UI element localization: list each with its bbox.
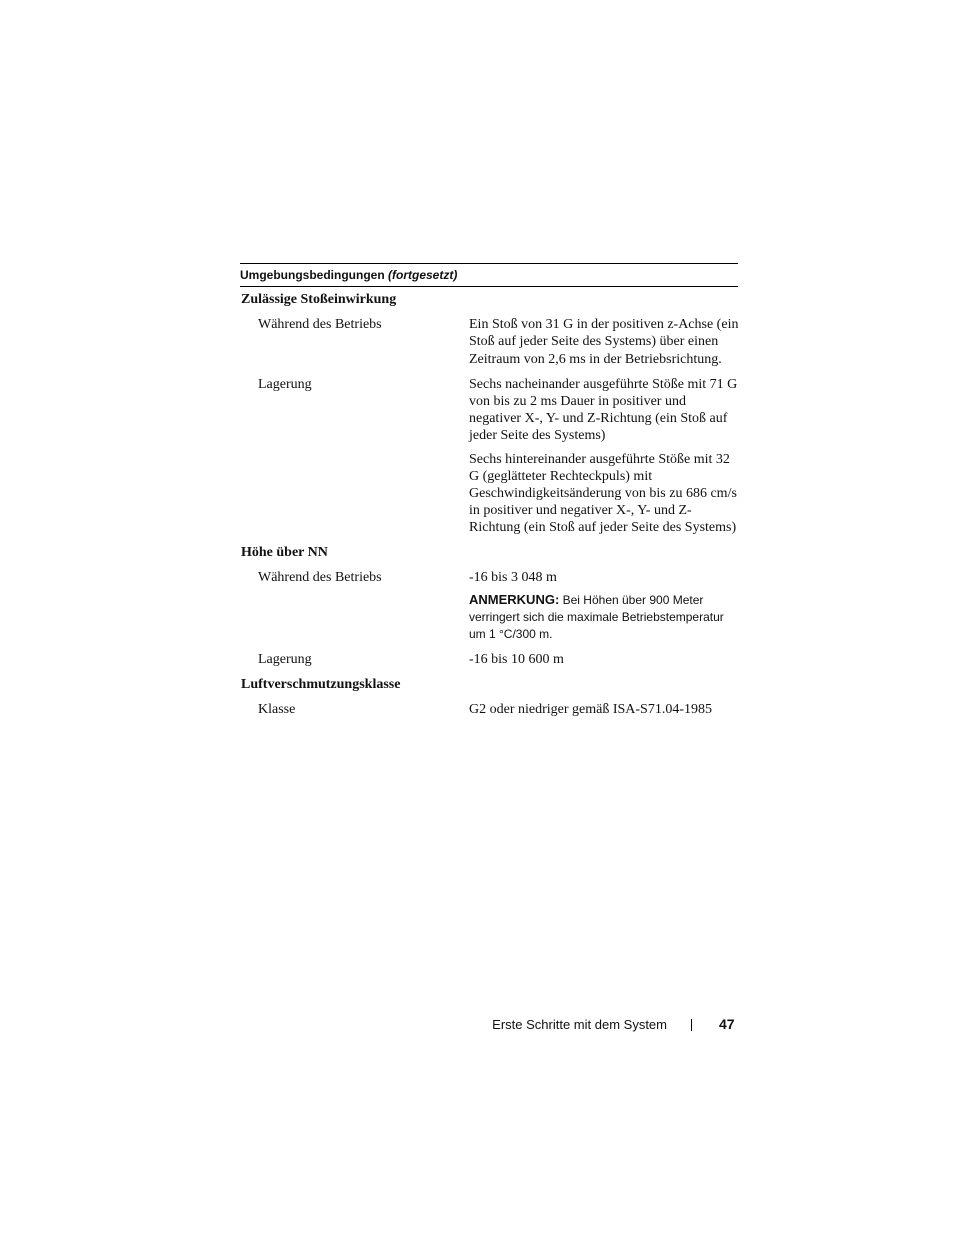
footer-title: Erste Schritte mit dem System <box>492 1017 667 1032</box>
value-paragraph: G2 oder niedriger gemäß ISA-S71.04-1985 <box>469 702 713 718</box>
table-header-continued: (fortgesetzt) <box>388 268 458 282</box>
note-label: ANMERKUNG: <box>469 592 560 608</box>
row-value <box>469 651 739 668</box>
value-paragraph: -16 bis 3 048 m <box>469 569 557 585</box>
environment-table <box>240 263 738 719</box>
value-paragraph: Sechs nacheinander ausgeführte Stöße mit 71 G von bis zu 2 ms Dauer in positiver und negativer X-, Y- und Z-Richtung (ein Stoß auf jeder Seite des Systems) <box>469 376 738 444</box>
footer-separator <box>691 1019 692 1031</box>
value-paragraph: Sechs hintereinander ausgeführte Stöße mit 32 G (geglätteter Rechteckpuls) mit Geschwindigkeitsänderung von bis zu 686 cm/s in positiver und negativer X-, Y- und Z-Richtung (ein Stoß auf jeder Seite des Systems) <box>469 451 737 536</box>
row-value <box>469 316 739 368</box>
table-row <box>240 651 738 668</box>
row-label: Klasse <box>258 702 296 718</box>
section-title-shock: Zulässige Stoßeinwirkung <box>241 292 397 307</box>
row-label: Lagerung <box>258 652 312 668</box>
section-title-pollution: Luftverschmutzungsklasse <box>241 677 401 693</box>
note-text: Bei Höhen über 900 Meter verringert sich die maximale Betriebstemperatur um 1 °C/300 m. <box>469 593 724 642</box>
row-value <box>469 376 739 537</box>
page-footer <box>0 1014 954 1034</box>
value-paragraph: Ein Stoß von 31 G in der positiven z-Achse (ein Stoß auf jeder Seite des Systems) über einen Zeitraum von 2,6 ms in der Betriebsrichtung. <box>469 317 739 367</box>
row-value <box>469 701 739 718</box>
table-header <box>240 263 738 287</box>
table-row <box>240 569 738 643</box>
table-header-title: Umgebungsbedingungen <box>240 268 385 282</box>
table-row <box>240 316 738 368</box>
section-title-altitude: Höhe über NN <box>241 544 328 560</box>
note <box>469 591 739 643</box>
table-row <box>240 376 738 537</box>
row-value <box>469 569 739 643</box>
row-label: Während des Betriebs <box>258 569 382 585</box>
row-label: Während des Betriebs <box>258 317 382 333</box>
page-number: 47 <box>719 1016 735 1032</box>
row-label: Lagerung <box>258 376 312 392</box>
table-row <box>240 701 738 718</box>
value-paragraph: -16 bis 10 600 m <box>469 652 564 668</box>
